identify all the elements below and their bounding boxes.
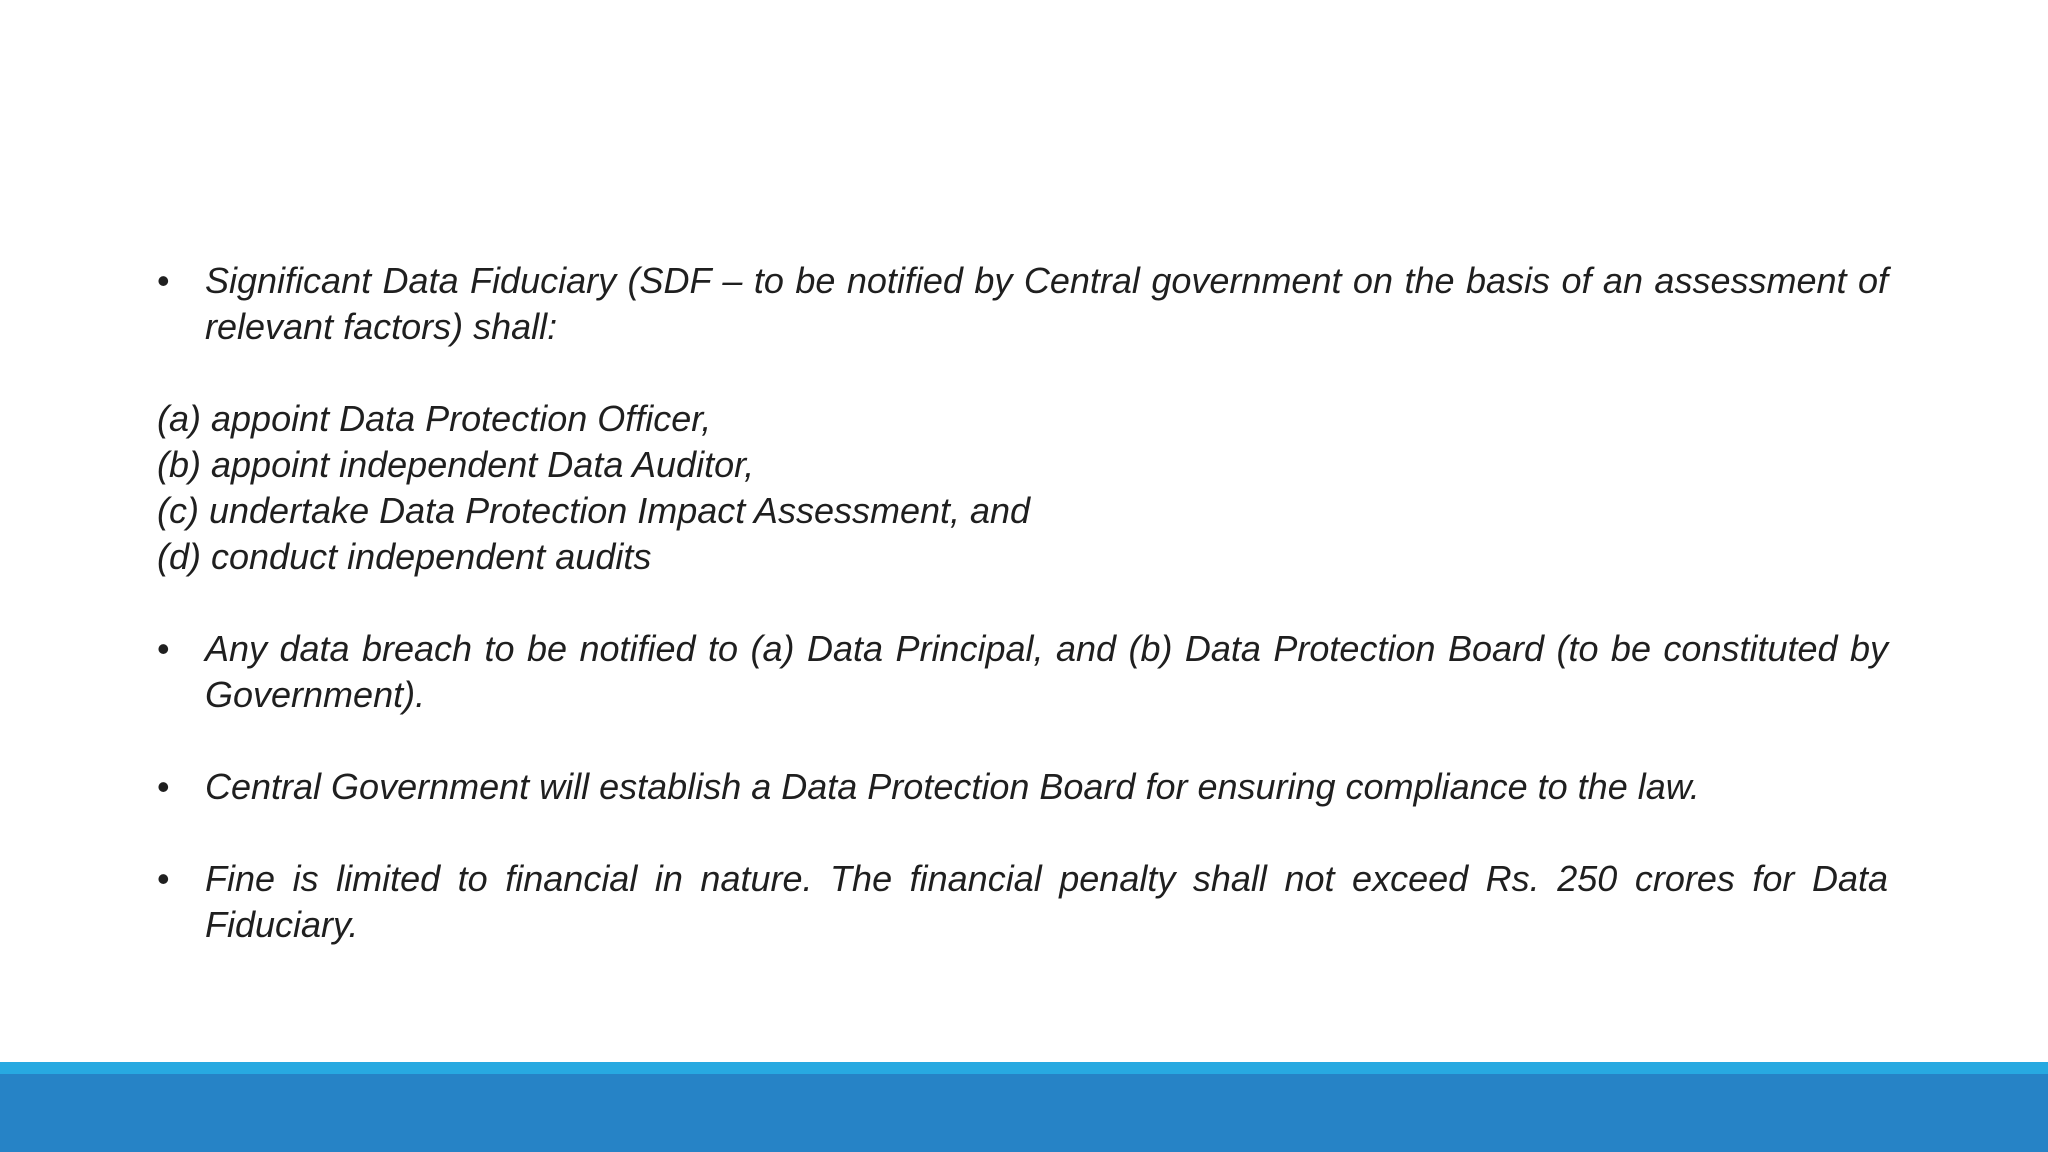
list-item: (c) undertake Data Protection Impact Assessment, and	[157, 490, 1031, 531]
spacer	[157, 718, 1888, 764]
footer-accent-stripe	[0, 1062, 2048, 1074]
bullet-mark: •	[157, 858, 170, 899]
spacer	[157, 810, 1888, 856]
footer-bar	[0, 1074, 2048, 1152]
bullet-text: Any data breach to be notified to (a) Data Principal, and (b) Data Protection Board (to be constituted by Government).	[205, 628, 1888, 715]
bullet-text: Central Government will establish a Data Protection Board for ensuring compliance to the law.	[205, 766, 1700, 807]
bullet-protection-board	[157, 764, 1888, 810]
bullet-fine	[157, 856, 1888, 948]
bullet-mark: •	[157, 628, 170, 669]
bullet-sdf	[157, 258, 1888, 350]
slide-content	[157, 258, 1888, 948]
bullet-text: Fine is limited to financial in nature. The financial penalty shall not exceed Rs. 250 crores for Data Fiduciary.	[205, 858, 1888, 945]
list-item: (d) conduct independent audits	[157, 536, 652, 577]
sdf-obligations-list	[157, 396, 1888, 580]
bullet-mark: •	[157, 260, 170, 301]
list-item: (a) appoint Data Protection Officer,	[157, 398, 712, 439]
bullet-text: Significant Data Fiduciary (SDF – to be notified by Central government on the basis of an assessment of relevant factors) shall:	[205, 260, 1888, 347]
bullet-data-breach	[157, 626, 1888, 718]
list-item: (b) appoint independent Data Auditor,	[157, 444, 755, 485]
bullet-mark: •	[157, 766, 170, 807]
